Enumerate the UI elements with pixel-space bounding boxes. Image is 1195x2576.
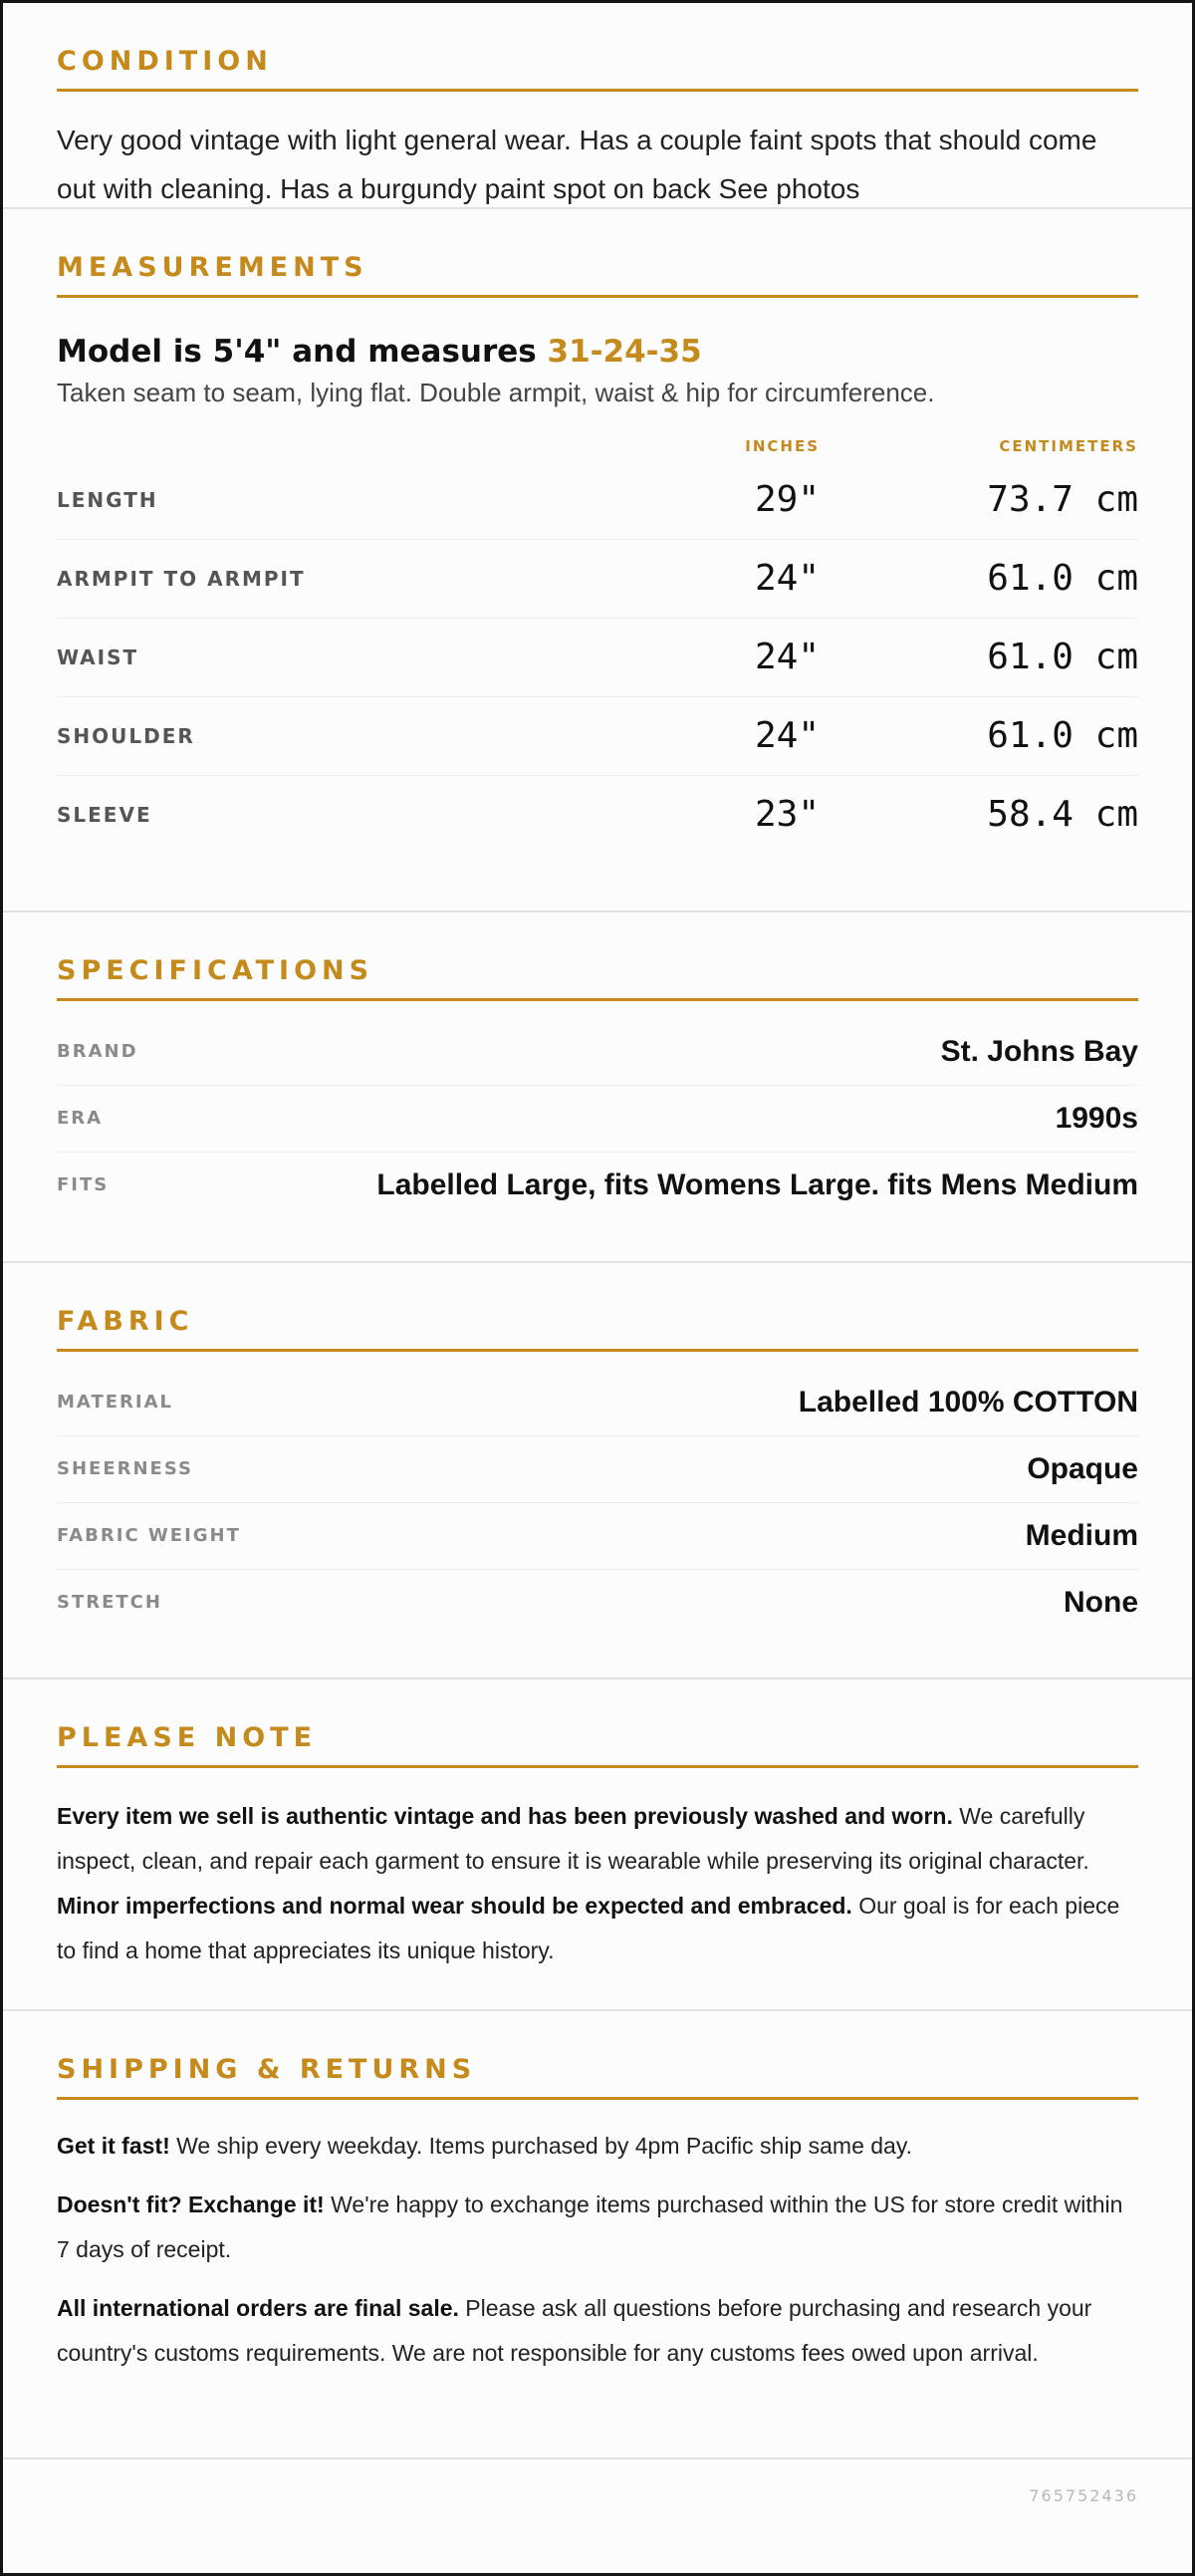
fabric-label: FABRIC WEIGHT <box>57 1525 241 1547</box>
spec-value: 1990s <box>1055 1101 1138 1135</box>
condition-text: Very good vintage with light general wear. Has a couple faint spots that should come out with cleaning. Has a burgundy paint spot on back See photos <box>57 124 1097 204</box>
measurements-section <box>3 209 1192 912</box>
fabric-value: Opaque <box>1027 1451 1138 1485</box>
measurements-heading: MEASUREMENTS <box>57 253 1138 298</box>
measurement-label: ARMPIT TO ARMPIT <box>57 566 306 591</box>
table-row <box>57 540 1138 619</box>
model-measurements <box>57 332 1138 372</box>
measurement-cm: 58.4 cm <box>987 794 1138 836</box>
measurement-inches: 24" <box>754 637 820 678</box>
note-text-1: We carefully inspect, clean, and repair each garment to ensure it is wearable while preserving its original character. <box>57 1802 1089 1874</box>
model-measures-value: 31-24-35 <box>547 333 702 370</box>
note-bold-1: Every item we sell is authentic vintage and has been previously washed and worn. <box>57 1802 953 1829</box>
spec-label: ERA <box>57 1108 104 1130</box>
list-item <box>57 1370 1138 1436</box>
measurement-label: WAIST <box>57 644 139 669</box>
note-text-2: Our goal is for each piece to find a home that appreciates its unique history. <box>57 1892 1120 1963</box>
spec-label: BRAND <box>57 1041 138 1063</box>
fabric-value: Medium <box>1025 1518 1138 1552</box>
international-paragraph <box>57 2286 1138 2376</box>
table-row <box>57 697 1138 776</box>
measurement-cm: 61.0 cm <box>987 558 1138 600</box>
table-row <box>57 776 1138 854</box>
list-item <box>57 1086 1138 1153</box>
fabric-label: MATERIAL <box>57 1392 173 1414</box>
fabric-value: None <box>1064 1585 1138 1619</box>
table-row <box>57 461 1138 540</box>
centimeters-column-header: CENTIMETERS <box>999 436 1138 455</box>
condition-heading: CONDITION <box>57 47 1138 92</box>
measurement-inches: 23" <box>754 794 820 836</box>
measurement-inches: 24" <box>754 715 820 757</box>
list-item <box>57 1019 1138 1086</box>
measurement-cm: 61.0 cm <box>987 715 1138 757</box>
exchange-text: We're happy to exchange items purchased within the US for store credit within 7 days of receipt. <box>57 2190 1123 2262</box>
please-note-heading: PLEASE NOTE <box>57 1723 1138 1768</box>
specifications-section <box>3 912 1192 1263</box>
measurement-cm: 73.7 cm <box>987 479 1138 521</box>
shipping-paragraph <box>57 2124 1138 2169</box>
fabric-label: STRETCH <box>57 1592 162 1614</box>
shipping-bold: Get it fast! <box>57 2132 170 2159</box>
measurements-table-header <box>57 431 1138 461</box>
specifications-list <box>57 1019 1138 1218</box>
please-note-text <box>57 1794 1138 1973</box>
measurement-method-note: Taken seam to seam, lying flat. Double armpit, waist & hip for circumference. <box>57 377 935 407</box>
fabric-heading: FABRIC <box>57 1307 1138 1352</box>
measurement-inches: 29" <box>754 479 820 521</box>
shipping-returns-section <box>3 2011 1192 2459</box>
list-item <box>57 1153 1138 1218</box>
list-item <box>57 1570 1138 1636</box>
footer <box>3 2459 1192 2531</box>
fabric-label: SHEERNESS <box>57 1458 193 1480</box>
international-bold: All international orders are final sale. <box>57 2294 459 2321</box>
international-text: Please ask all questions before purchasing and research your country's customs requirements. We are not responsible for any customs fees owed upon arrival. <box>57 2294 1092 2366</box>
list-item <box>57 1503 1138 1570</box>
condition-section <box>3 3 1192 209</box>
item-id: 765752436 <box>1029 2485 1138 2505</box>
measurement-label: LENGTH <box>57 487 158 512</box>
exchange-bold: Doesn't fit? Exchange it! <box>57 2190 325 2217</box>
specifications-heading: SPECIFICATIONS <box>57 956 1138 1001</box>
measurement-label: SLEEVE <box>57 802 152 827</box>
inches-column-header: INCHES <box>745 436 820 455</box>
shipping-text: We ship every weekday. Items purchased by 4pm Pacific ship same day. <box>169 2132 913 2159</box>
fabric-list <box>57 1370 1138 1636</box>
fabric-value: Labelled 100% COTTON <box>798 1385 1138 1418</box>
table-row <box>57 619 1138 697</box>
measurements-table <box>57 431 1138 854</box>
model-prefix: Model is 5'4" and measures <box>57 333 548 370</box>
exchange-paragraph <box>57 2183 1138 2272</box>
measurement-cm: 61.0 cm <box>987 637 1138 678</box>
note-bold-2: Minor imperfections and normal wear should be expected and embraced. <box>57 1892 852 1919</box>
spec-value: St. Johns Bay <box>940 1034 1138 1068</box>
fabric-section <box>3 1263 1192 1679</box>
please-note-section <box>3 1679 1192 2011</box>
spec-label: FITS <box>57 1174 110 1196</box>
shipping-returns-heading: SHIPPING & RETURNS <box>57 2055 1138 2100</box>
list-item <box>57 1436 1138 1503</box>
measurement-label: SHOULDER <box>57 723 195 748</box>
measurement-inches: 24" <box>754 558 820 600</box>
spec-value: Labelled Large, fits Womens Large. fits Mens Medium <box>376 1167 1138 1201</box>
shipping-details <box>57 2124 1138 2376</box>
